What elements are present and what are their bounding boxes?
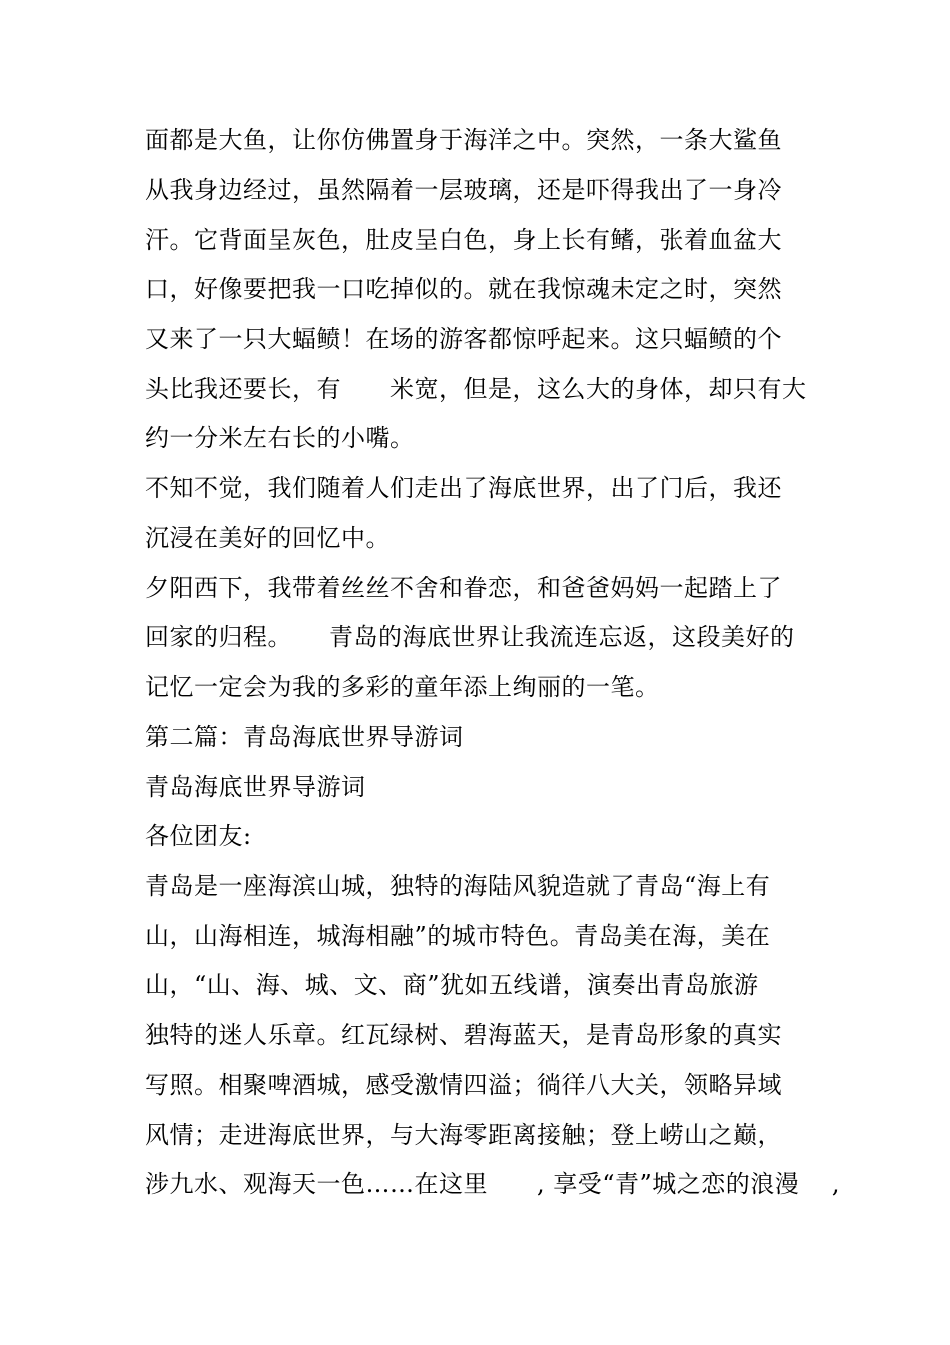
- paragraph-line: 汗。它背面呈灰色，肚皮呈白色，身上长有鳍，张着血盆大: [145, 226, 782, 254]
- paragraph-line: 面都是大鱼，让你仿佛置身于海洋之中。突然，一条大鲨鱼: [145, 126, 782, 154]
- paragraph-line: 不知不觉，我们随着人们走出了海底世界，出了门后，我还: [145, 474, 782, 502]
- paragraph-line: 独特的迷人乐章。红瓦绿树、碧海蓝天，是青岛形象的真实: [145, 1021, 782, 1049]
- paragraph-line: 写照。相聚啤酒城，感受激情四溢；徜徉八大关，领略异域: [145, 1071, 782, 1099]
- paragraph-line: 头比我还要长，有 米宽，但是，这么大的身体，却只有大: [145, 375, 807, 403]
- paragraph-line: 约一分米左右长的小嘴。: [145, 424, 415, 452]
- section-heading: 第二篇：青岛海底世界导游词: [145, 723, 464, 751]
- paragraph-line: 风情；走进海底世界，与大海零距离接触；登上崂山之巅，: [145, 1121, 782, 1149]
- paragraph-line: 从我身边经过，虽然隔着一层玻璃，还是吓得我出了一身冷: [145, 176, 782, 204]
- paragraph-line: 又来了一只大蝠鲼！在场的游客都惊呼起来。这只蝠鲼的个: [145, 325, 782, 353]
- section-title: 青岛海底世界导游词: [145, 773, 366, 801]
- paragraph-line: 记忆一定会为我的多彩的童年添上绚丽的一笔。: [145, 673, 660, 701]
- paragraph-line: 山，“山、海、城、文、商”犹如五线谱，演奏出青岛旅游: [145, 971, 759, 999]
- paragraph-line: 回家的归程。 青岛的海底世界让我流连忘返，这段美好的: [145, 623, 795, 651]
- paragraph-line: 口，好像要把我一口吃掉似的。就在我惊魂未定之时，突然: [145, 275, 782, 303]
- paragraph-line: 沉浸在美好的回忆中。: [145, 524, 390, 552]
- paragraph-line: 青岛是一座海滨山城，独特的海陆风貌造就了青岛“海上有: [145, 872, 771, 900]
- salutation: 各位团友:: [145, 822, 252, 850]
- paragraph-line: 夕阳西下，我带着丝丝不舍和眷恋，和爸爸妈妈一起踏上了: [145, 574, 782, 602]
- paragraph-line: 涉九水、观海天一色……在这里 , 享受“青”城之恋的浪漫 ,: [145, 1170, 841, 1198]
- paragraph-line: 山，山海相连，城海相融”的城市特色。青岛美在海，美在: [145, 922, 771, 950]
